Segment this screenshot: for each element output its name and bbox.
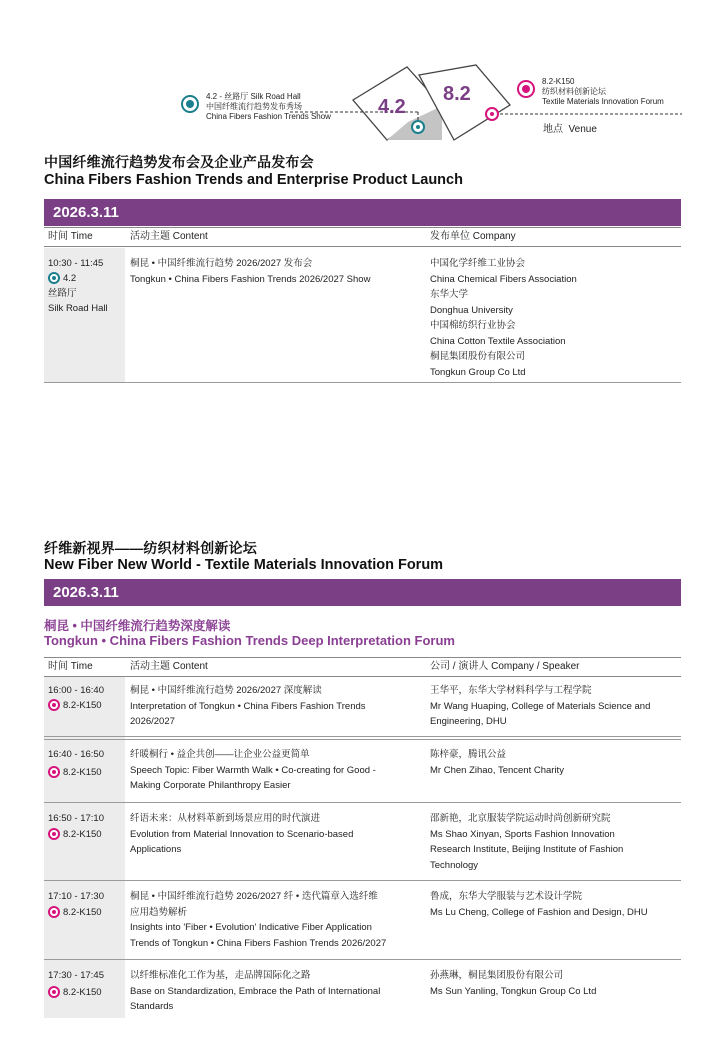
hall-82-line3: Textile Materials Innovation Forum [542,97,664,106]
hall-42-label: 4.2 [378,96,406,118]
hall-42-marker-icon [181,95,199,113]
section2-title-en: New Fiber New World - Textile Materials Innovation Forum [44,557,444,573]
hall-82-location-icon [48,766,60,778]
venue-label: 地点 Venue [543,124,597,135]
hall-42-location-icon [48,272,60,284]
row-company: 中国化学纤维工业协会 China Chemical Fibers Association 东华大学 Donghua University 中国棉纺织行业协会 China Cotton Textile Association 桐昆集团股份有限公司 Tongkun Group Co Ltd [430,258,577,378]
row-location-cn: 丝路厅 [48,288,77,299]
row-divider [44,802,681,803]
section1-title-cn: 中国纤维流行趋势发布会及企业产品发布会 [44,154,314,170]
section1-title-en: China Fibers Fashion Trends and Enterprise Product Launch [44,172,463,188]
header-company: 发布单位 Company [430,231,516,242]
row-divider [44,736,681,737]
hall-82-position-icon [485,107,499,121]
header-time: 时间 Time [48,231,93,242]
venue-map [0,0,728,150]
header-content: 活动主题 Content [130,231,208,242]
hall-82-location-icon [48,699,60,711]
section1-table-bottom [44,382,681,383]
row-divider [44,739,681,740]
row-company: 孙燕琳，桐昆集团股份有限公司 Ms Sun Yanling, Tongkun Group Co Ltd [430,970,597,997]
row-content: 以纤维标准化工作为基，走品牌国际化之路 Base on Standardization, Embrace the Path of International Standards [130,970,381,1012]
row-company: 鲁成，东华大学服装与艺术设计学院 Ms Lu Cheng, College of Fashion and Design, DHU [430,891,648,918]
row-divider [44,880,681,881]
hall-42-line3: China Fibers Fashion Trends Show [206,112,331,121]
section2-subtitle-en: Tongkun • China Fibers Fashion Trends Deep Interpretation Forum [44,633,455,648]
section2-table-header [44,657,681,677]
row-content: 桐昆 • 中国纤维流行趋势 2026/2027 发布会 Tongkun • China Fibers Fashion Trends 2026/2027 Show [130,258,371,285]
hall-82-location-icon [48,828,60,840]
hall-map-graphic [290,60,690,150]
row-time: 16:50 - 17:10 [48,813,104,824]
row-content: 桐昆 • 中国纤维流行趋势 2026/2027 纤 • 迭代篇章入选纤维 应用趋势解析 Insights into 'Fiber • Evolution' Indicative Fiber Application Trends of Tongkun • China Fibers Fashion Trends 2026/2027 [130,891,387,949]
hall-42-line1: 4.2 - 丝路厅 Silk Road Hall [206,92,301,101]
hall-82-label: 8.2 [443,83,471,105]
hall-82-location-icon [48,906,60,918]
row-company: 陈梓豪，腾讯公益 Mr Chen Zihao, Tencent Charity [430,749,564,776]
row-time: 10:30 - 11:45 [48,258,104,269]
hall-82-line1: 8.2-K150 [542,77,575,86]
row-time: 16:40 - 16:50 [48,749,104,760]
section1-table-header [44,227,681,247]
row-company: 邵新艳，北京服装学院运动时尚创新研究院 Ms Shao Xinyan, Sports Fashion Innovation Research Institute, Beijing Institute of Fashion Technology [430,813,624,871]
section1-date-bar: 2026.3.11 [44,199,681,226]
section2-date-bar: 2026.3.11 [44,579,681,606]
row-content: 纤暖桐行 • 益企共创——让企业公益更简单 Speech Topic: Fiber Warmth Walk • Co-creating for Good - Making Corporate Philanthropy Easier [130,749,376,791]
section2-title-cn: 纤维新视界——纺织材料创新论坛 [44,540,257,556]
row-company: 王华平，东华大学材料科学与工程学院 Mr Wang Huaping, College of Materials Science and Engineering, DHU [430,685,651,727]
row-divider [44,959,681,960]
row-time: 17:10 - 17:30 [48,891,104,902]
section2-time-column [44,677,125,1018]
hall-42-line2: 中国纤维流行趋势发布秀场 [206,102,302,111]
header-time: 时间 Time [48,661,93,672]
row-time: 17:30 - 17:45 [48,970,104,981]
section2-subtitle-cn: 桐昆 • 中国纤维流行趋势深度解读 [44,619,231,633]
row-content: 纤语未来：从材料革新到场景应用的时代演进 Evolution from Material Innovation to Scenario-based Applications [130,813,354,855]
row-time: 16:00 - 16:40 [48,685,104,696]
hall-82-line2: 纺织材料创新论坛 [542,87,606,96]
hall-82-location-icon [48,986,60,998]
row-content: 桐昆 • 中国纤维流行趋势 2026/2027 深度解读 Interpretation of Tongkun • China Fibers Fashion Trends 2026/2027 [130,685,366,727]
header-company: 公司 / 演讲人 Company / Speaker [430,661,580,672]
row-location-en: Silk Road Hall [48,303,108,314]
header-content: 活动主题 Content [130,661,208,672]
hall-42-position-icon [411,120,425,134]
